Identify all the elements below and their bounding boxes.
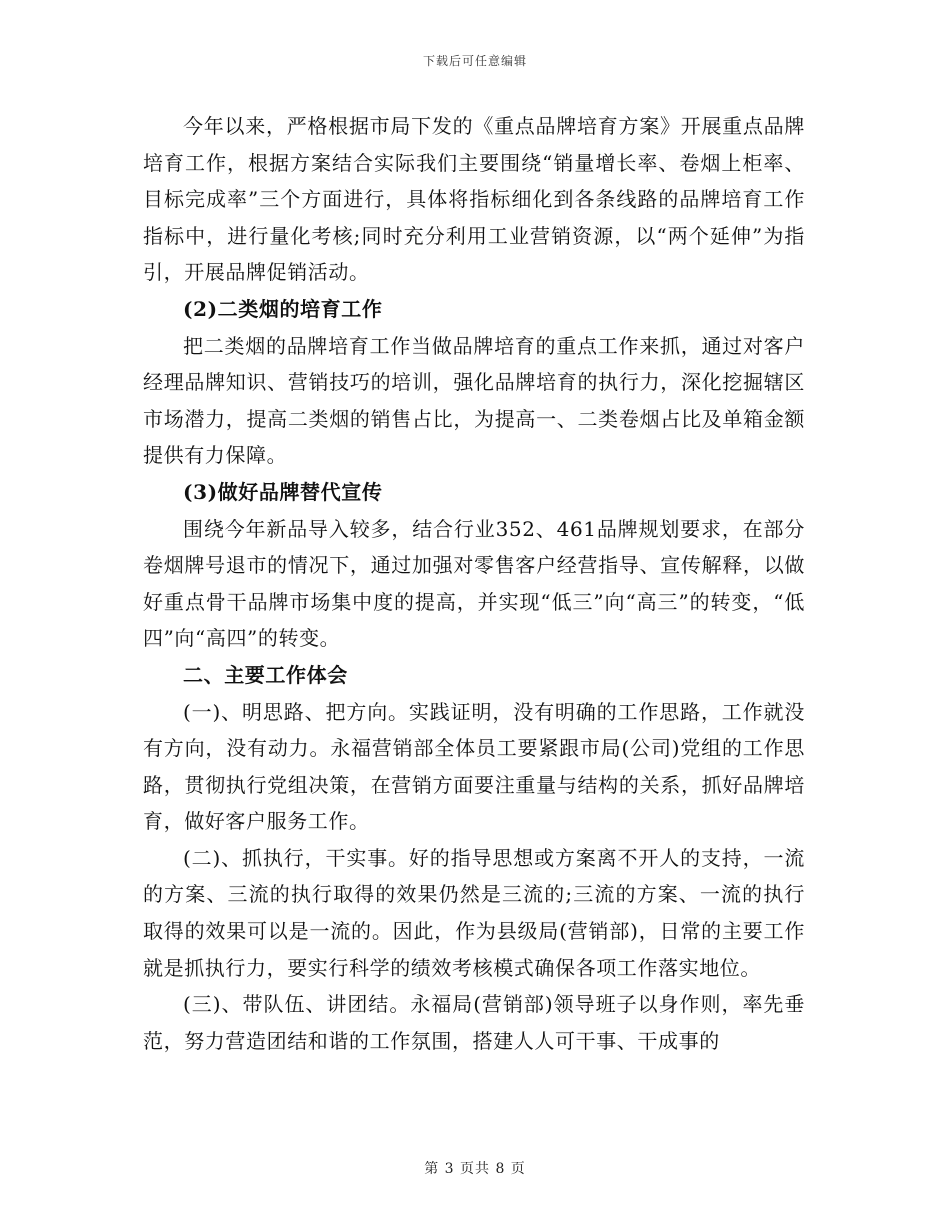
document-body: [143, 108, 805, 1059]
paragraph-experience-3: (三)、带队伍、讲团结。永福局(营销部)领导班子以身作则，率先垂范，努力营造团结和谐的工作氛围，搭建人人可干事、干成事的: [143, 992, 805, 1053]
heading-brand-replacement: (3)做好品牌替代宣传: [183, 479, 383, 504]
page-number: 第 3 页共 8 页: [424, 1161, 526, 1177]
paragraph-experience-1: (一)、明思路、把方向。实践证明，没有明确的工作思路，工作就没有方向，没有动力。永福营销部全体员工要紧跟市局(公司)党组的工作思路，贯彻执行党组决策，在营销方面要注重量与结构的关系，抓好品牌培育，做好客户服务工作。: [143, 699, 805, 834]
paragraph-second-class-cigarettes: 把二类烟的品牌培育工作当做品牌培育的重点工作来抓，通过对客户经理品牌知识、营销技巧的培训，强化品牌培育的执行力，深化挖掘辖区市场潜力，提高二类烟的销售占比，为提高一、二类卷烟占比及单箱金额提供有力保障。: [143, 333, 805, 468]
paragraph-experience-2: (二)、抓执行，干实事。好的指导思想或方案离不开人的支持，一流的方案、三流的执行取得的效果仍然是三流的;三流的方案、一流的执行取得的效果可以是一流的。因此，作为县级局(营销部)，日常的主要工作就是抓执行力，要实行科学的绩效考核模式确保各项工作落实地位。: [143, 845, 805, 980]
paragraph-brand-cultivation: 今年以来，严格根据市局下发的《重点品牌培育方案》开展重点品牌培育工作，根据方案结合实际我们主要围绕“销量增长率、卷烟上柜率、目标完成率”三个方面进行，具体将指标细化到各条线路的品牌培育工作指标中，进行量化考核;同时充分利用工业营销资源，以“两个延伸”为指引，开展品牌促销活动。: [143, 114, 805, 285]
paragraph-brand-replacement: 围绕今年新品导入较多，结合行业352、461品牌规划要求，在部分卷烟牌号退市的情况下，通过加强对零售客户经营指导、宣传解释，以做好重点骨干品牌市场集中度的提高，并实现“低三”向“高三”的转变，“低四”向“高四”的转变。: [143, 516, 805, 651]
heading-work-experience: 二、主要工作体会: [183, 662, 348, 687]
page-header: 下载后可任意编辑: [422, 54, 527, 68]
heading-second-class-cigarettes: (2)二类烟的培育工作: [183, 296, 383, 321]
